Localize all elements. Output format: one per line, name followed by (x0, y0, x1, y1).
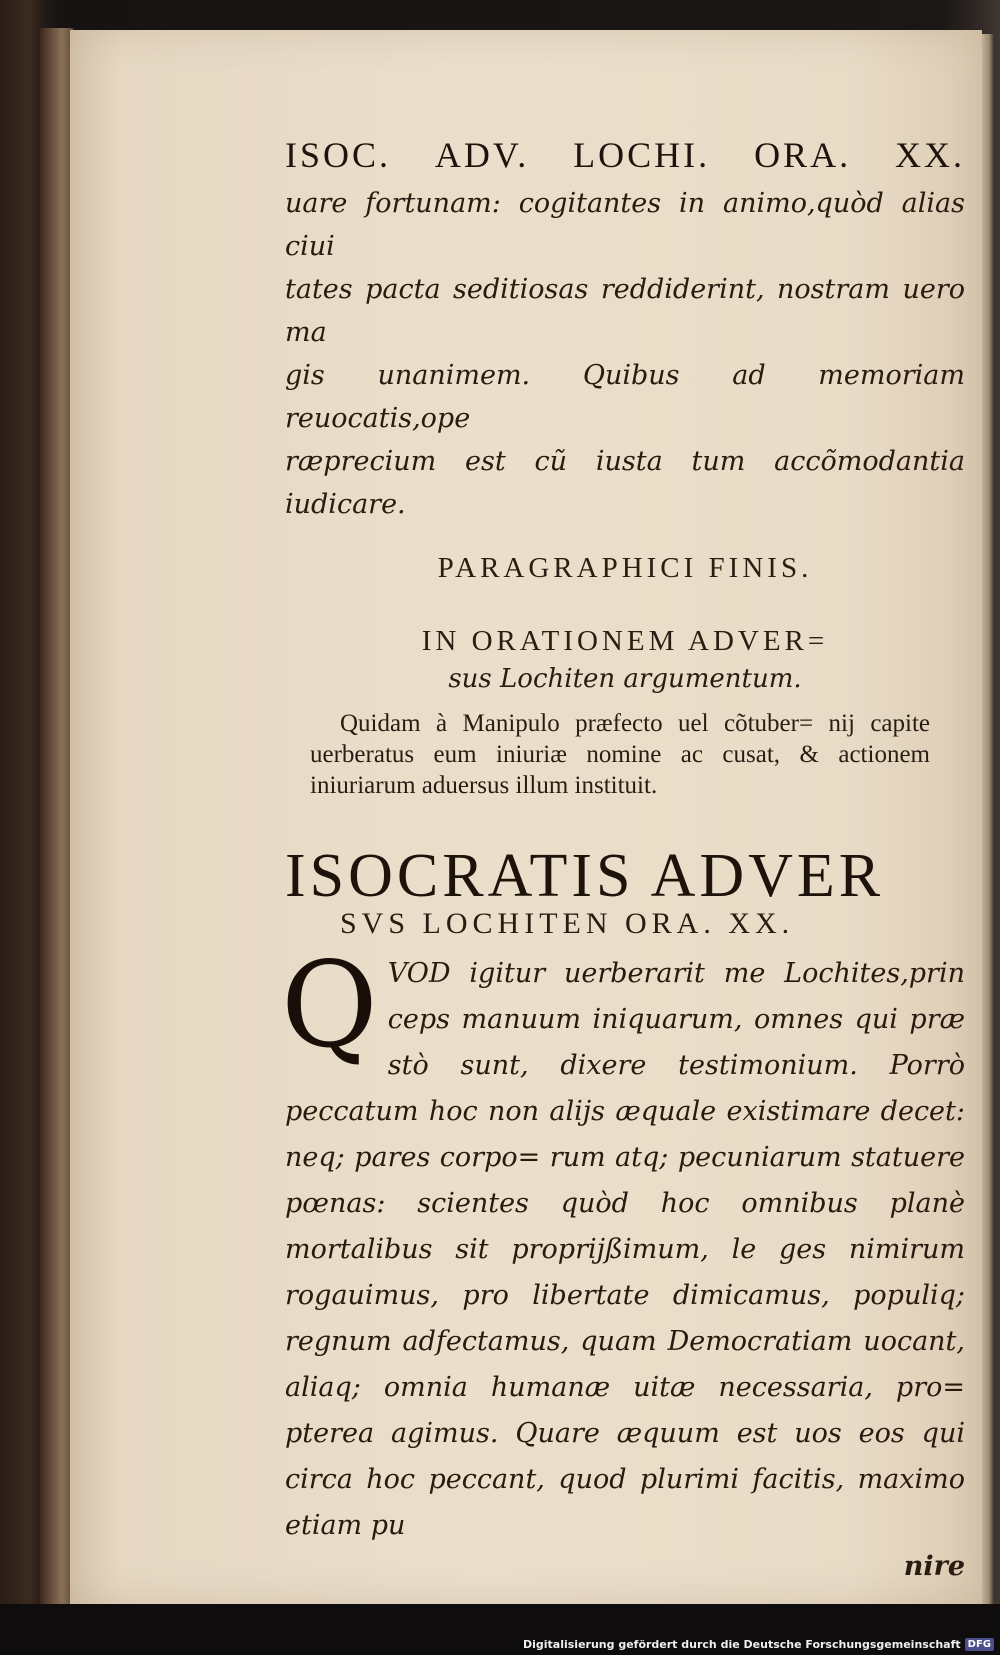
oration-subtitle: SVS LOCHITEN ORA. XX. (340, 907, 795, 940)
argument-body: Quidam à Manipulo præfecto uel cõtuber= nij capite uerberatus eum iniuriæ nomine ac cusat, & actionem iniuriarum aduersus illum instituit. (310, 710, 930, 799)
page-text (281, 128, 965, 1582)
oration-title: ISOCRATIS ADVER (285, 842, 885, 910)
continued-text (285, 182, 965, 526)
page-edge (982, 34, 994, 1606)
running-head-part: XX. (894, 135, 965, 175)
running-head-part: LOCHI. (573, 135, 711, 175)
book-cover-edge (40, 28, 74, 1606)
text-line: uare fortunam: cogitantes in animo,quòd alias ciui (285, 188, 965, 262)
running-head (285, 134, 965, 176)
running-head-part: ISOC. (285, 135, 392, 175)
argument-title: IN ORATIONEM ADVER= (421, 625, 829, 657)
credit-text: Digitalisierung gefördert durch die Deutsche Forschungsgemeinschaft (522, 1638, 961, 1651)
running-head-part: ADV. (434, 135, 530, 175)
text-line: tates pacta seditiosas reddiderint, nostram uero ma (285, 274, 965, 348)
text-line: gis unanimem. Quibus ad memoriam reuocatis,ope (285, 360, 965, 434)
running-head-part: ORA. (754, 135, 852, 175)
oration-text: VOD igitur uerberarit me Lochites,prin ceps manuum iniquarum, omnes qui præ stò sunt, dixere testimonium. Porrò peccatum hoc non alijs æquale existimare decet: neq; pares corpo= rum atq; pecuniarum statuere pœnas: scientes quòd hoc omnibus planè mortalibus sit proprijßimum, le ges nimirum rogauimus, pro libertate dimicamus, populiq; regnum adfectamus, quam Democratiam uocant, aliaq; omnia humanæ uitæ necessaria, pro= pterea agimus. Quare æquum est uos eos qui circa hoc peccant, quod plurimi facitis, maximo etiam pu (285, 958, 965, 1541)
argument-subtitle: sus Lochiten argumentum. (448, 664, 802, 694)
digitization-credit (523, 1638, 994, 1651)
oration-body (281, 936, 965, 1582)
dfg-logo-icon: DFG (965, 1638, 994, 1651)
drop-capital: Q (281, 936, 378, 1074)
text-line: ræprecium est cũ iusta tum accõmodantia iudicare. (285, 446, 965, 520)
paragraphici-finis: PARAGRAPHICI FINIS. (437, 552, 813, 584)
catchword: nire (903, 1551, 965, 1582)
